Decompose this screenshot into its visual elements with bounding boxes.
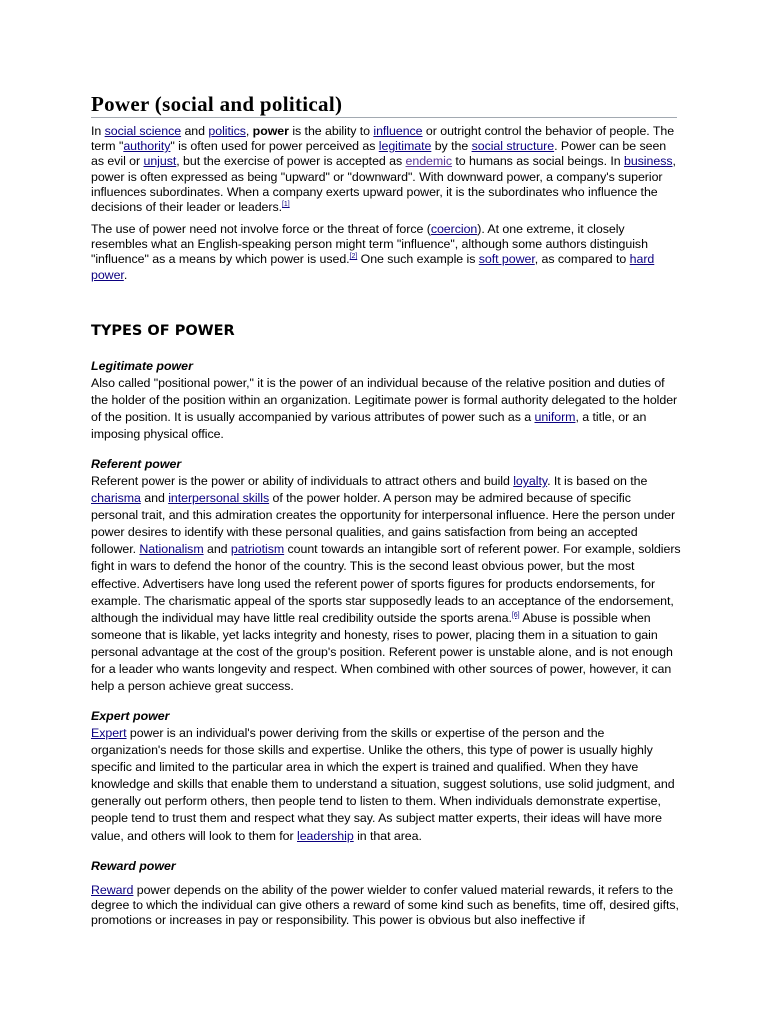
text: by the — [431, 139, 472, 154]
text: and — [181, 124, 209, 138]
text: The use of power need not involve force or the threat of force ( — [91, 222, 431, 236]
reward-power-paragraph — [91, 883, 681, 929]
text: in that area. — [353, 828, 422, 843]
text: and — [140, 491, 169, 506]
text: Also called "positional power," it is the power of an individual because of the relative position and duties of the holder of the position within an organization. Legitimate power is formal authority delegated to the holder of the position. It is usually accompanied by various attributes of power such as a — [91, 376, 678, 425]
link-endemic[interactable]: endemic — [405, 154, 453, 169]
link-charisma[interactable]: charisma — [91, 491, 141, 506]
text: or outright control the behavior of people. The term " — [91, 124, 675, 154]
text: , as compared to — [534, 252, 630, 267]
term-power: power — [252, 124, 289, 138]
text: Referent power is the power or ability of individuals to attract others and build — [91, 474, 514, 488]
link-legitimate[interactable]: legitimate — [378, 139, 432, 154]
text: and — [203, 542, 231, 557]
link-politics[interactable]: politics — [208, 124, 246, 138]
text: . — [123, 267, 128, 282]
intro-paragraph-1 — [91, 124, 681, 215]
reward-power-heading: Reward power — [91, 859, 176, 873]
referent-power-heading: Referent power — [91, 457, 182, 471]
link-social-structure[interactable]: social structure — [471, 139, 555, 154]
text: power depends on the ability of the power wielder to confer valued material rewards, it refers to the degree to which the individual can give others a reward of some kind such as benefits, time off, desired gifts, promotions or increases in pay or responsibility. This power is obvious but also ineffective if — [91, 883, 679, 928]
text: power is an individual's power deriving from the skills or expertise of the person and the organization's needs for those skills and expertise. Unlike the others, this type of power is usually highly specific and limited to the particular area in which the expert is trained and qualified. When they have knowledge and skills that enable them to understand a situation, suggest solutions, use solid judgment, and generally out perform others, then people tend to listen to them. When individuals demonstrate expertise, people tend to trust them and respect what they say. As subject matter experts, their ideas will have more value, and others will look to them for — [91, 726, 675, 843]
text: of the power holder. A person may be admired because of specific personal trait, and this admiration creates the opportunity for interpersonal influence. Here the person under power desires to identify with these personal qualities, and gains satisfaction from being an accepted follower. — [91, 491, 676, 557]
intro-paragraph-2 — [91, 222, 681, 283]
text: is the ability to — [288, 124, 374, 138]
link-uniform[interactable]: uniform — [534, 410, 576, 425]
legitimate-power-paragraph — [91, 375, 681, 443]
text: , but the exercise of power is accepted as — [176, 154, 406, 169]
reference-1[interactable]: [1] — [282, 200, 290, 208]
link-influence[interactable]: influence — [373, 124, 423, 138]
link-reward[interactable]: Reward — [91, 883, 134, 897]
title-divider — [91, 117, 677, 118]
types-of-power-heading: TYPES OF POWER — [91, 323, 235, 339]
link-expert[interactable]: Expert — [91, 726, 127, 740]
reference-2[interactable]: [2] — [349, 253, 358, 261]
link-coercion[interactable]: coercion — [430, 222, 478, 236]
link-soft-power[interactable]: soft power — [478, 252, 535, 267]
link-business[interactable]: business — [623, 154, 673, 169]
text: In — [91, 124, 105, 138]
link-social-science[interactable]: social science — [104, 124, 182, 138]
link-loyalty[interactable]: loyalty — [513, 474, 548, 488]
text: ). At one extreme, it closely resembles what an English-speaking person might term "influence", although some authors distinguish "influence" as a means by which power is used. — [91, 222, 648, 267]
legitimate-power-heading: Legitimate power — [91, 359, 193, 373]
referent-power-paragraph — [91, 473, 681, 695]
text: Abuse is possible when someone that is likable, yet lacks integrity and honesty, rises to power, placing them in a situation to gain personal advantage at the cost of the group's position. Referent power is unstable alone, and is not enough for a leader who wants longevity and respect. When combined with other sources of power, however, it can help a person achieve great success. — [91, 610, 673, 694]
text: . It is based on the — [547, 474, 648, 488]
text: , power is often expressed as being "upward" or "downward". With downward power, a company's superior influences subordinates. When a company exerts upward power, it is the subordinates who influence the decisions of their leader or leaders. — [91, 154, 676, 215]
link-nationalism[interactable]: Nationalism — [139, 542, 204, 557]
text: " is often used for power perceived as — [170, 139, 379, 154]
reference-6[interactable]: [6] — [511, 611, 520, 619]
text: to humans as social beings. In — [452, 154, 624, 169]
expert-power-paragraph — [91, 725, 681, 845]
link-leadership[interactable]: leadership — [297, 828, 354, 843]
link-hard-power[interactable]: hard power — [91, 252, 655, 282]
text: , — [245, 124, 253, 138]
link-patriotism[interactable]: patriotism — [230, 542, 285, 557]
link-interpersonal-skills[interactable]: interpersonal skills — [168, 491, 270, 506]
text: One such example is — [357, 252, 479, 267]
text: . Power can be seen as evil or — [91, 139, 667, 169]
text: , a title, or an imposing physical office. — [91, 410, 647, 442]
link-authority[interactable]: authority — [123, 139, 171, 154]
expert-power-heading: Expert power — [91, 709, 170, 723]
text: count towards an intangible sort of referent power. For example, soldiers fight in wars to defend the honor of the country. This is the second least obvious power, but the most effective. Advertisers have long used the referent power of sports figures for products endorsements, for example. The charismatic appeal of the sports star supposedly leads to an acceptance of the endorsement, although the individual may have little real credibility outside the sports arena. — [91, 542, 681, 625]
link-unjust[interactable]: unjust — [143, 154, 177, 169]
page-title: Power (social and political) — [91, 92, 343, 116]
